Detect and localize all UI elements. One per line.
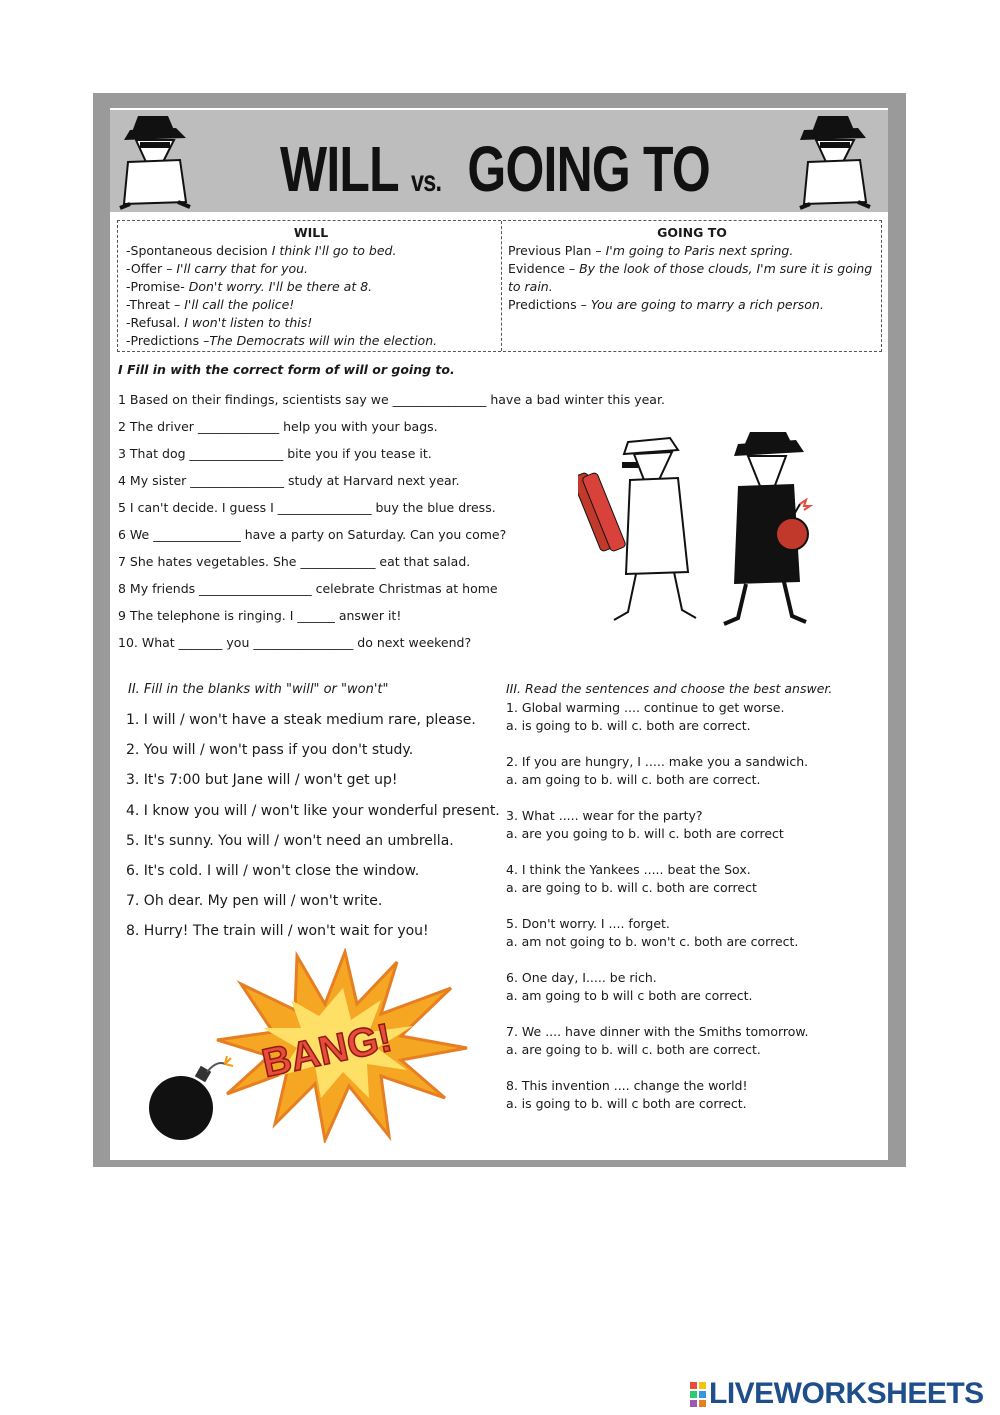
will-rule: -Predictions –The Democrats will win the election. — [126, 333, 438, 348]
section-3-item: 8. This invention .... change the world! a. is going to b. will c both are correct. — [506, 1077, 748, 1111]
section-2-question: 6. It's cold. I will / won't close the window. — [126, 863, 420, 879]
going-to-rule: Predictions – You are going to marry a rich person. — [508, 297, 824, 312]
liveworksheets-logo-icon — [690, 1382, 706, 1408]
spy-illustration-left — [116, 112, 194, 210]
will-heading: WILL — [293, 225, 329, 240]
section-2-question: 1. I will / won't have a steak medium rare, please. — [126, 712, 476, 728]
question-9: 9 The telephone is ringing. I ______ answer it! — [118, 608, 402, 623]
rules-divider — [501, 221, 502, 351]
section-2-heading: II. Fill in the blanks with "will" or "won't" — [128, 682, 389, 697]
question-3: 3 That dog _______________ bite you if you tease it. — [118, 446, 432, 461]
page-title — [280, 132, 710, 206]
question-5: 5 I can't decide. I guess I _______________ buy the blue dress. — [118, 500, 496, 515]
section-3-item: 7. We .... have dinner with the Smiths tomorrow. a. are going to b. will c. both are correct. — [506, 1023, 809, 1057]
will-rules — [126, 224, 496, 350]
bang-text: BANG! — [258, 1015, 396, 1086]
question-6: 6 We ______________ have a party on Saturday. Can you come? — [118, 527, 507, 542]
title-will: WILL — [280, 133, 398, 205]
section-2-question: 3. It's 7:00 but Jane will / won't get up! — [126, 772, 398, 788]
will-rule: -Threat – I'll call the police! — [126, 297, 295, 312]
rules-box — [117, 220, 882, 352]
question-10: 10. What _______ you ________________ do next weekend? — [118, 635, 472, 650]
question-7: 7 She hates vegetables. She ____________ eat that salad. — [118, 554, 471, 569]
title-vs: vs. — [411, 165, 442, 198]
spies-with-bombs-illustration — [578, 432, 818, 632]
section-2-question: 7. Oh dear. My pen will / won't write. — [126, 893, 383, 909]
section-1-heading: I Fill in with the correct form of will or going to. — [118, 362, 455, 377]
will-rule: -Refusal. I won't listen to this! — [126, 315, 313, 330]
going-to-rule: Previous Plan – I'm going to Paris next spring. — [508, 243, 794, 258]
spy-illustration-right — [794, 112, 874, 210]
section-3-item: 3. What ..... wear for the party? a. are you going to b. will c. both are correct — [506, 807, 784, 841]
will-rule: -Promise- Don't worry. I'll be there at 8. — [126, 279, 373, 294]
will-rule: -Spontaneous decision I think I'll go to bed. — [126, 243, 397, 258]
section-3-item: 2. If you are hungry, I ..... make you a sandwich. a. am going to b. will c. both are correct. — [506, 753, 809, 787]
going-to-rules — [508, 224, 876, 314]
section-2-question: 5. It's sunny. You will / won't need an umbrella. — [126, 833, 454, 849]
question-8: 8 My friends __________________ celebrate Christmas at home — [118, 581, 498, 596]
section-3-heading: III. Read the sentences and choose the best answer. — [506, 681, 833, 696]
title-going-to: GOING TO — [467, 133, 710, 205]
section-3-item: 1. Global warming .... continue to get worse. a. is going to b. will c. both are correct. — [506, 699, 785, 733]
section-2-question: 2. You will / won't pass if you don't study. — [126, 742, 414, 758]
question-1: 1 Based on their findings, scientists say we _______________ have a bad winter this year. — [118, 392, 665, 407]
question-4: 4 My sister _______________ study at Harvard next year. — [118, 473, 460, 488]
going-to-rule: Evidence – By the look of those clouds, I'm sure it is going to rain. — [508, 261, 873, 294]
section-1 — [118, 362, 665, 650]
section-2-question: 4. I know you will / won't like your wonderful present. — [126, 803, 500, 819]
liveworksheets-logo[interactable] — [690, 1377, 984, 1411]
section-3-item: 6. One day, I..... be rich. a. am going to b will c both are correct. — [506, 969, 753, 1003]
bang-explosion-illustration — [145, 948, 470, 1143]
section-3 — [506, 680, 846, 1131]
section-3-item: 4. I think the Yankees ..... beat the Sox. a. are going to b. will c. both are correct — [506, 861, 757, 895]
section-3-item: 5. Don't worry. I .... forget. a. am not going to b. won't c. both are correct. — [506, 915, 799, 949]
going-to-heading: GOING TO — [657, 225, 727, 240]
section-2-question: 8. Hurry! The train will / won't wait for you! — [126, 923, 429, 939]
logo-text: LIVEWORKSHEETS — [709, 1377, 984, 1410]
will-rule: -Offer – I'll carry that for you. — [126, 261, 309, 276]
question-2: 2 The driver _____________ help you with your bags. — [118, 419, 438, 434]
